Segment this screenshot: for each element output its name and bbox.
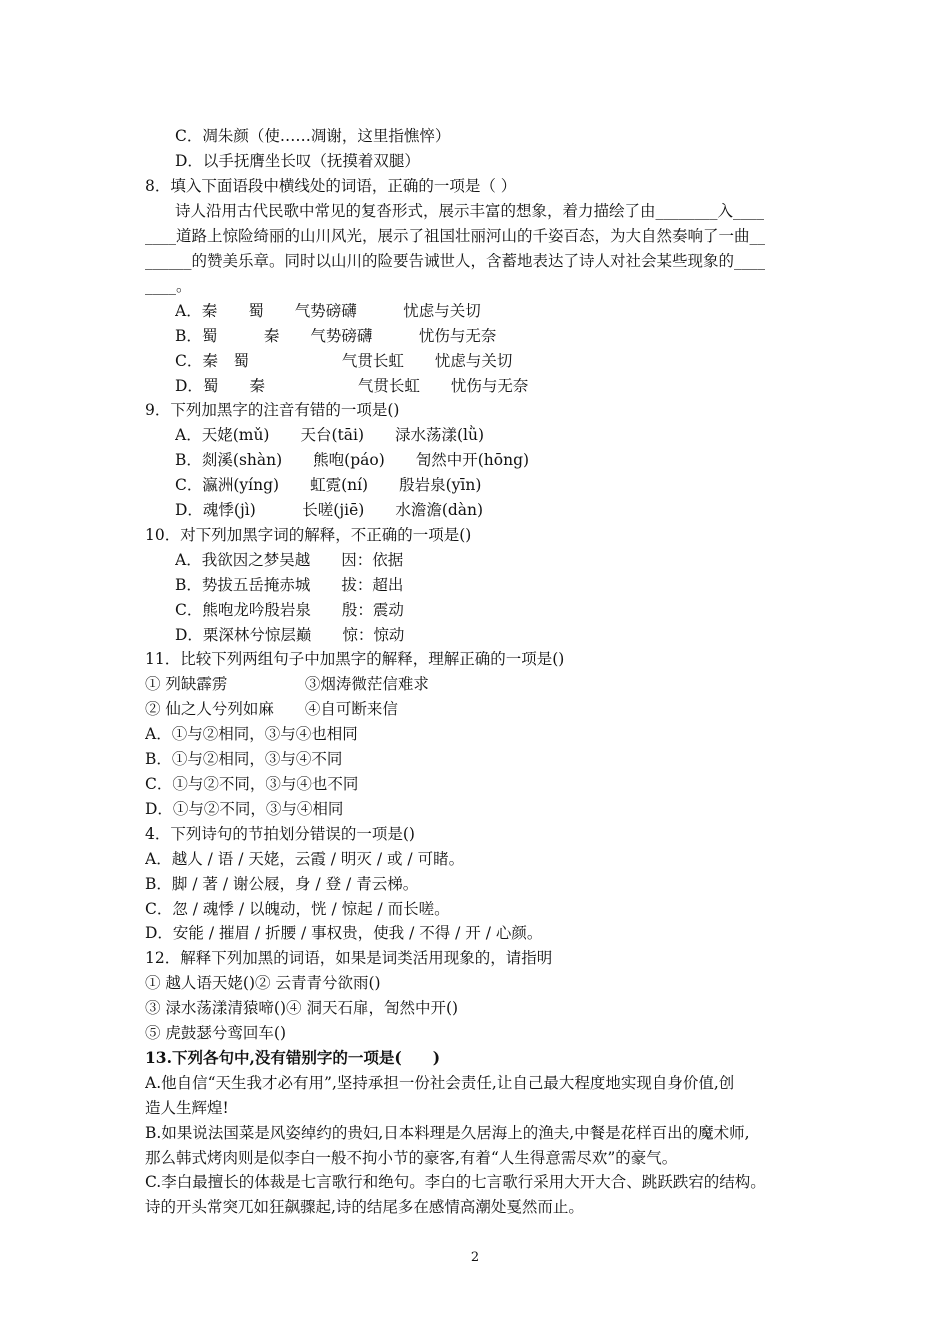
q10-stem: 10．对下列加黑字词的解释，不正确的一项是() bbox=[145, 526, 472, 544]
q11-sentences: ① 列缺霹雳 ③烟涛微茫信难求 bbox=[145, 675, 429, 693]
q13-option-a-cont: 造人生辉煌! bbox=[145, 1099, 229, 1117]
q4-option-d: D．安能 / 摧眉 / 折腰 / 事权贵，使我 / 不得 / 开 / 心颜。 bbox=[145, 924, 543, 942]
q10-option-c: C．熊咆龙吟殷岩泉 殷：震动 bbox=[175, 601, 404, 619]
q9-option-c: C．瀛洲(yíng) 虹霓(ní) 殷岩泉(yīn) bbox=[175, 476, 482, 494]
q8-option-d: D．蜀 秦 气贯长虹 忧伤与无奈 bbox=[175, 377, 529, 395]
q9-option-d: D．魂悸(jì) 长嗟(jiē) 水澹澹(dàn) bbox=[175, 501, 484, 519]
q9-stem: 9．下列加黑字的注音有错的一项是() bbox=[145, 401, 400, 419]
q8-option-a: A．秦 蜀 气势磅礴 忧虑与关切 bbox=[175, 302, 481, 320]
q12-items: ① 越人语天姥()② 云青青兮欲雨() bbox=[145, 974, 381, 992]
page-number: 2 bbox=[470, 1250, 480, 1265]
q7-option-d: D．以手抚膺坐长叹（抚摸着双腿） bbox=[175, 152, 420, 170]
q8-option-c: C．秦 蜀 气贯长虹 忧虑与关切 bbox=[175, 352, 513, 370]
q4-stem: 4．下列诗句的节拍划分错误的一项是() bbox=[145, 825, 415, 843]
q11-sentences: ② 仙之人兮列如麻 ④自可断来信 bbox=[145, 700, 398, 718]
q13-stem: 13.下列各句中,没有错别字的一项是( ) bbox=[145, 1048, 441, 1067]
q4-option-b: B．脚 / 著 / 谢公屐，身 / 登 / 青云梯。 bbox=[145, 875, 419, 893]
q13-option-c: C.李白最擅长的体裁是七言歌行和绝句。李白的七言歌行采用大开大合、跳跃跌宕的结构。 bbox=[145, 1173, 766, 1191]
q11-option-d: D．①与②不同，③与④相同 bbox=[145, 800, 344, 818]
q8-passage-line: ____。 bbox=[145, 277, 192, 295]
q8-passage-line: 诗人沿用古代民歌中常见的复沓形式，展示丰富的想象，着力描绘了由________入____ bbox=[175, 202, 765, 220]
q10-option-d: D．栗深林兮惊层巅 惊：惊动 bbox=[175, 626, 405, 644]
q8-stem: 8．填入下面语段中横线处的词语，正确的一项是（ ） bbox=[145, 177, 517, 195]
q4-option-a: A．越人 / 语 / 天姥，云霞 / 明灭 / 或 / 可睹。 bbox=[145, 850, 465, 868]
q8-option-b: B．蜀 秦 气势磅礴 忧伤与无奈 bbox=[175, 327, 497, 345]
q11-option-b: B．①与②相同，③与④不同 bbox=[145, 750, 343, 768]
q13-option-b: B.如果说法国菜是风姿绰约的贵妇,日本料理是久居海上的渔夫,中餐是花样百出的魔术师, bbox=[145, 1124, 750, 1142]
q11-option-a: A．①与②相同，③与④也相同 bbox=[145, 725, 358, 743]
q9-option-a: A．天姥(mǔ) 天台(tāi) 渌水荡漾(lǜ) bbox=[175, 426, 485, 444]
q10-option-b: B．势拔五岳掩赤城 拔：超出 bbox=[175, 576, 404, 594]
q4-option-c: C．忽 / 魂悸 / 以魄动，恍 / 惊起 / 而长嗟。 bbox=[145, 900, 450, 918]
q13-option-b-cont: 那么韩式烤肉则是似李白一般不拘小节的豪客,有着“人生得意需尽欢”的豪气。 bbox=[145, 1149, 678, 1167]
q12-stem: 12．解释下列加黑的词语，如果是词类活用现象的，请指明 bbox=[145, 949, 553, 967]
q10-option-a: A．我欲因之梦吴越 因：依据 bbox=[175, 551, 404, 569]
q9-option-b: B．剡溪(shàn) 熊咆(páo) 訇然中开(hōng) bbox=[175, 451, 530, 469]
q13-option-a: A.他自信“天生我才必有用”,坚持承担一份社会责任,让自己最大程度地实现自身价值,创 bbox=[145, 1074, 735, 1092]
q7-option-c: C．凋朱颜（使……凋谢，这里指憔悴） bbox=[175, 127, 451, 145]
q8-passage-line: ______的赞美乐章。同时以山川的险要告诫世人，含蓄地表达了诗人对社会某些现象的____ bbox=[145, 252, 766, 270]
q8-passage-line: ____道路上惊险绮丽的山川风光，展示了祖国壮丽河山的千姿百态，为大自然奏响了一曲__ bbox=[145, 227, 766, 245]
q11-stem: 11．比较下列两组句子中加黑字的解释，理解正确的一项是() bbox=[145, 650, 565, 668]
q13-option-c-cont: 诗的开头常突兀如狂飙骤起,诗的结尾多在感情高潮处戛然而止。 bbox=[145, 1198, 584, 1216]
q11-option-c: C．①与②不同，③与④也不同 bbox=[145, 775, 359, 793]
q12-items: ⑤ 虎鼓瑟兮鸾回车() bbox=[145, 1024, 287, 1042]
q12-items: ③ 渌水荡漾清猿啼()④ 洞天石扉，訇然中开() bbox=[145, 999, 459, 1017]
